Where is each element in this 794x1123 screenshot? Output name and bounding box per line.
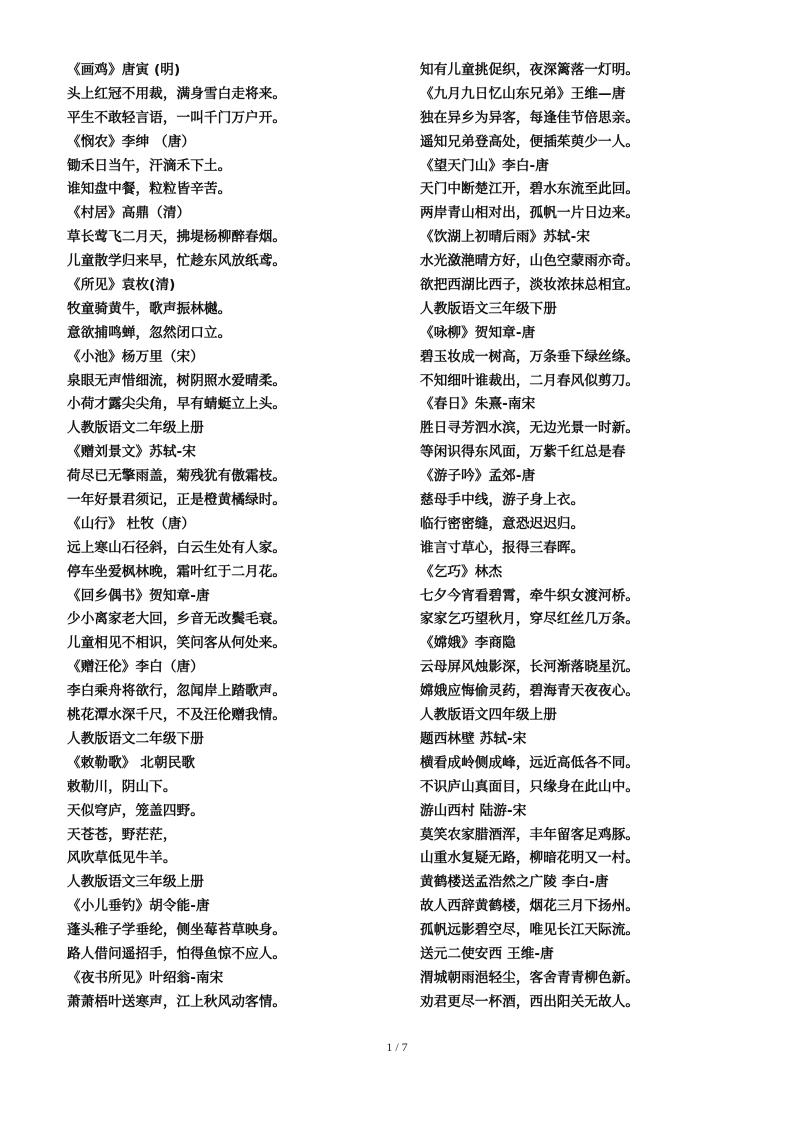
left-column-line: 头上红冠不用裁，满身雪白走将来。	[67, 85, 287, 102]
left-column-line: 荷尽已无擎雨盖，菊残犹有傲霜枝。	[67, 468, 287, 485]
right-column-line: 胜日寻芳泗水滨，无边光景一时新。	[420, 420, 640, 437]
left-column-line: 《小池》杨万里（宋）	[67, 348, 204, 365]
right-column-line: 慈母手中线，游子身上衣。	[420, 492, 585, 509]
left-column-line: 敕勒川，阴山下。	[67, 778, 177, 795]
left-column-line: 远上寒山石径斜，白云生处有人家。	[67, 539, 287, 556]
left-column-line: 《山行》 杜牧（唐）	[67, 515, 196, 532]
left-column-line: 《悯农》李绅 （唐）	[67, 133, 196, 150]
right-column-line: 谁言寸草心，报得三春晖。	[420, 539, 585, 556]
right-column-line: 故人西辞黄鹤楼，烟花三月下扬州。	[420, 898, 640, 915]
left-column-line: 天苍苍，野茫茫，	[67, 826, 177, 843]
left-column-line: 天似穹庐，笼盖四野。	[67, 802, 204, 819]
left-column-line: 路人借问遥招手，怕得鱼惊不应人。	[67, 945, 287, 962]
right-column-line: 黄鹤楼送孟浩然之广陵 李白-唐	[420, 874, 609, 891]
right-column-line: 人教版语文三年级下册	[420, 300, 557, 317]
right-column-line: 《九月九日忆山东兄弟》王维—唐	[420, 85, 626, 102]
right-column-line: 人教版语文四年级上册	[420, 707, 557, 724]
right-column-line: 遥知兄弟登高处，便插茱萸少一人。	[420, 133, 640, 150]
left-column-line: 风吹草低见牛羊。	[67, 850, 177, 867]
left-column-line: 《敕勒歌》 北朝民歌	[67, 754, 196, 771]
right-column-line: 水光潋滟晴方好，山色空蒙雨亦奇。	[420, 253, 640, 270]
left-column-line: 萧萧梧叶送寒声，江上秋风动客情。	[67, 993, 287, 1010]
left-column-line: 《小儿垂钓》胡令能-唐	[67, 898, 210, 915]
right-column-line: 知有儿童挑促织，夜深篱落一灯明。	[420, 62, 640, 78]
left-column-line: 泉眼无声惜细流，树阴照水爱晴柔。	[67, 372, 287, 389]
left-column-line: 儿童散学归来早，忙趁东风放纸鸢。	[67, 253, 287, 270]
left-column-line: 小荷才露尖尖角，早有蜻蜓立上头。	[67, 396, 287, 413]
right-column-line: 碧玉妆成一树高，万条垂下绿丝绦。	[420, 348, 640, 365]
right-column-line: 不识庐山真面目，只缘身在此山中。	[420, 778, 640, 795]
right-column-line: 独在异乡为异客，每逢佳节倍思亲。	[420, 109, 640, 126]
right-column-line: 天门中断楚江开，碧水东流至此回。	[420, 181, 640, 198]
left-column-line: 《赠刘景文》苏轼-宋	[67, 444, 196, 461]
right-column-line: 渭城朝雨浥轻尘，客舍青青柳色新。	[420, 969, 640, 986]
right-column-line: 孤帆远影碧空尽，唯见长江天际流。	[420, 922, 640, 939]
left-column-line: 《所见》袁枚(清)	[67, 277, 176, 294]
left-column-line: 锄禾日当午，汗滴禾下土。	[67, 157, 232, 174]
left-column-line: 牧童骑黄牛，歌声振林樾。	[67, 300, 232, 317]
right-column-line: 《乞巧》林杰	[420, 563, 503, 580]
right-column-line: 两岸青山相对出，孤帆一片日边来。	[420, 205, 640, 222]
left-column-line: 一年好景君须记，正是橙黄橘绿时。	[67, 492, 287, 509]
right-column-line: 《嫦娥》李商隐	[420, 635, 516, 652]
right-column-line: 劝君更尽一杯酒，西出阳关无故人。	[420, 993, 640, 1010]
left-column-line: 李白乘舟将欲行，忽闻岸上踏歌声。	[67, 683, 287, 700]
right-column	[420, 59, 760, 1015]
right-column-line: 嫦娥应悔偷灵药，碧海青天夜夜心。	[420, 683, 640, 700]
left-column-line: 桃花潭水深千尺，不及汪伦赠我情。	[67, 707, 287, 724]
right-column-line: 《游子吟》孟郊-唐	[420, 468, 536, 485]
left-column-line: 《画鸡》唐寅 (明)	[67, 62, 181, 78]
left-column	[67, 59, 397, 1015]
right-column-line: 《望天门山》李白-唐	[420, 157, 549, 174]
right-column-line: 《咏柳》贺知章-唐	[420, 324, 536, 341]
right-column-line: 欲把西湖比西子，淡妆浓抹总相宜。	[420, 277, 640, 294]
right-column-line: 送元二使安西 王维-唐	[420, 945, 554, 962]
right-column-line: 云母屏风烛影深，长河渐落晓星沉。	[420, 659, 640, 676]
right-column-line: 横看成岭侧成峰，远近高低各不同。	[420, 754, 640, 771]
right-column-line: 山重水复疑无路，柳暗花明又一村。	[420, 850, 640, 867]
right-column-line: 题西林壁 苏轼-宋	[420, 730, 527, 747]
right-column-line: 莫笑农家腊酒浑，丰年留客足鸡豚。	[420, 826, 640, 843]
left-column-line: 意欲捕鸣蝉，忽然闭口立。	[67, 324, 232, 341]
right-column-line: 不知细叶谁裁出，二月春风似剪刀。	[420, 372, 640, 389]
right-column-line: 临行密密缝，意恐迟迟归。	[420, 515, 585, 532]
page-number: 1 / 7	[386, 1040, 408, 1054]
left-column-line: 停车坐爱枫林晚，霜叶红于二月花。	[67, 563, 287, 580]
left-column-line: 少小离家老大回，乡音无改鬓毛衰。	[67, 611, 287, 628]
right-column-line: 《饮湖上初晴后雨》苏轼-宋	[420, 229, 591, 246]
left-column-line: 《村居》高鼎（清）	[67, 205, 191, 222]
left-column-line: 《夜书所见》叶绍翁-南宋	[67, 969, 224, 986]
left-column-line: 平生不敢轻言语，一叫千门万户开。	[67, 109, 287, 126]
right-column-line: 游山西村 陆游-宋	[420, 802, 527, 819]
left-column-line: 人教版语文三年级上册	[67, 874, 204, 891]
left-column-line: 人教版语文二年级上册	[67, 420, 204, 437]
right-column-line: 七夕今宵看碧霄，牵牛织女渡河桥。	[420, 587, 640, 604]
left-column-line: 人教版语文二年级下册	[67, 730, 204, 747]
left-column-line: 草长莺飞二月天，拂堤杨柳醉春烟。	[67, 229, 287, 246]
left-column-line: 《回乡偶书》贺知章-唐	[67, 587, 210, 604]
left-column-line: 儿童相见不相识，笑问客从何处来。	[67, 635, 287, 652]
left-column-line: 《赠汪伦》李白（唐）	[67, 659, 204, 676]
right-column-line: 等闲识得东风面，万紫千红总是春	[420, 444, 626, 461]
left-column-line: 蓬头稚子学垂纶，侧坐莓苔草映身。	[67, 922, 287, 939]
right-column-line: 家家乞巧望秋月，穿尽红丝几万条。	[420, 611, 640, 628]
right-column-line: 《春日》朱熹-南宋	[420, 396, 536, 413]
left-column-line: 谁知盘中餐，粒粒皆辛苦。	[67, 181, 232, 198]
